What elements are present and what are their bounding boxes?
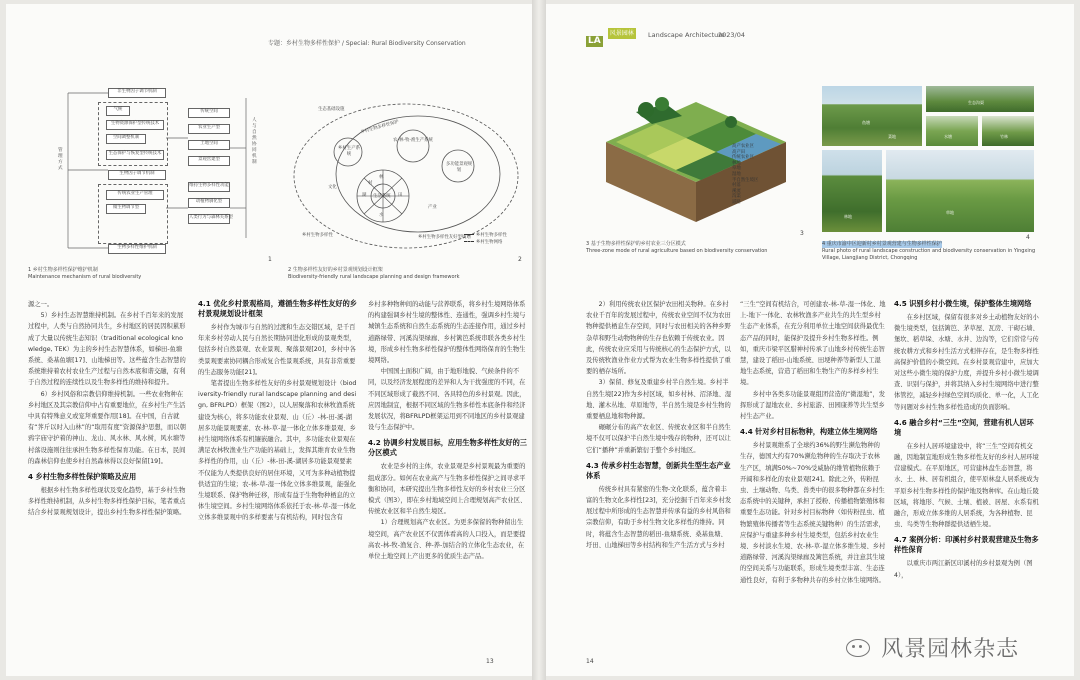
legend-item: 溪流 [732, 188, 741, 194]
journal-logo [586, 28, 636, 47]
diagram-label: 乡村生物多样性 [302, 233, 333, 238]
diagram-node: 空间调整机制 [106, 134, 146, 144]
figure-3-landscape-blocks [586, 82, 808, 242]
left-page [6, 4, 532, 676]
figure-2-caption-en: Biodiversity-friendly rural landscape planning and design framework [288, 274, 460, 280]
diagram-node: 生态保护与恢复型传统技术 [106, 150, 164, 160]
paragraph: “三生”空间有机结合，可创建农-林-草-湿一体化、地上-地下一体化、农林牧渔多产业共生的共生型乡村生态产业体系，在充分利用单位土地空间获得最优生态产品的同时，能保护及提升乡村生物多样性。例如，重庆市梁平区腊神村传承了山地乡村传统生态智慧，建设了稻田-山地系统、田埂种养等新型人工湿地生态系统，营造了稻田和生物生产的多样乡村生境。 [740, 301, 886, 387]
section-heading: 4.2 协调乡村发展目标，应用生物多样性友好的三分区模式 [368, 438, 527, 458]
paragraph: 1）合理规划高产农业区。为更多保留的物种留出生境空间，高产农业区不仅需体看高的人口投入，而是要提高农-林-牧-渔复合、种-养-加结合的立体化生态农业，在单位土地空间上产出更多的优质生态产品。 [368, 519, 526, 561]
figure-4-caption-cn: 4 重庆市渝中区迎新村乡村景观营建与生物多样性保护 [822, 241, 942, 247]
paragraph: 传统乡村具有紧密的生物-文化联系，蕴含着丰富的生物文化多样性[23]，充分挖掘千百年来乡村发展过程中所形成的生态智慧并传承有益的乡村风俗和宗教信仰，有助于乡村生物文化多样性的维持。同时，将蕴含生态智慧的稻田-鱼塘系统、桑基鱼塘、圩田、山地梯田等乡村结构和生产生活方式与乡村 [586, 485, 732, 549]
diagram-arc-label: 乡村生物多样性保护 [360, 119, 400, 136]
paragraph: 乡村中各类多功能景观组团营造的“微湿地”，发挥形成了湿地农业、乡村旅游、田园康养等共生型乡村生态产业。 [740, 390, 886, 421]
section-heading: 4.3 传承乡村生态智慧，创新共生型生态产业体系 [586, 460, 731, 480]
figure-3-caption-cn: 3 基于生物多样性保护的乡村农业三分区模式 [586, 241, 686, 247]
figure-3-legend [732, 144, 758, 206]
photo-pond: 水塘 [926, 116, 978, 146]
diagram-label: 水 [379, 213, 384, 218]
book-spine [532, 0, 546, 680]
diagram-node: 气候 [106, 106, 130, 116]
diagram-label: 林 [379, 175, 384, 180]
header-issue: 2023/04 [718, 31, 746, 39]
legend-item: 传统农业区 [732, 155, 754, 161]
diagram-label: 村 [368, 181, 373, 186]
legend-item: 高产田 [732, 149, 746, 155]
right-column-1 [586, 299, 732, 649]
diagram-label: 生活系统 [373, 194, 391, 199]
diagram-node: 微生物调节型 [106, 204, 146, 214]
photo-bamboo: 竹林 [982, 116, 1034, 146]
page-number: 14 [586, 658, 594, 665]
paragraph: 在乡村人居环境建设中，将“三生”空间有机交融，因地制宜地形成生物多样性友好的乡村人居环境营建模式。在平原地区，可营建林盘生态智慧，将水、土、林、居有机组合，使平原林盘人居系统成为平原乡村生物多样性的保护地及物种库。在山地丘陵区域，将地形、气候、土壤、植被、居屋、水系有机融合，形成立体多维的人居系统，为各种植物、昆虫、鸟类等生物种群提供适栖生境。 [894, 442, 1039, 529]
section-heading: 4.5 识别乡村小微生境，保护整体生境网络 [894, 299, 1032, 308]
paragraph: 3）保留、修复及重建乡村半自然生境。乡村半自然生境[22]作为乡村区域，如乡村林、沼泽地、湿地、灌木丛地、草原地等，半自然生境是乡村生物的重要栖息地和物种源。 [586, 379, 732, 421]
diagram-side-label: 人与自然协同机制 [252, 118, 257, 165]
logo-text: 风景园林 [609, 30, 634, 37]
figure-4-caption [822, 241, 1036, 262]
diagram-label: 农-林-牧-渔生产系统 [393, 138, 433, 143]
diagram-node: 生物多样性维护机制 [108, 244, 166, 254]
diagram-node: 人类行为与森林关系型 [188, 214, 230, 224]
paragraph: 笔者提出生物多样性友好的乡村景观规划设计（biodiversity-friendly rural landscape planning and design, BFRLPD）框架（图2），以人居聚落和农林牧渔系统建设为核心，将多功能农业景观、山（丘）-林-田-溪-湖居多功能景观要素、农-林-草-湿一体化立体多维景观、乡村生境网络体系有机镶嵌融合。其中，多功能农业景观在满足农林牧渔业生产功能的基础上，发挥其维育农业生物多样性的作用，山（丘）-林-田-溪-湖居多功能景观要素不仅能为人类提供良好的居住环境，又可为多种动植物提供适宜的生境；农-林-草-湿一体化立体多维景观，能强化生境联系、保护物种迁移，形成有益于生物物种栖息的立体生境空间。乡村生境网络体系依托于农-林-草-湿一体化立体多维景观中的多样要素与有机结构，同时包含有 [198, 380, 357, 522]
figure-1-number: 1 [268, 256, 272, 263]
figure-3-caption [586, 241, 767, 255]
legend-item: 半自然生境区 [732, 177, 759, 183]
figure-3-illustration [586, 82, 808, 242]
watermark [846, 632, 1019, 663]
figure-4-photos [822, 86, 1034, 232]
legend-item: 草地 [732, 166, 741, 172]
figure-1-diagram [58, 78, 272, 256]
figure-1-caption-cn: 1 乡村生物多样性保护维护机制 [28, 267, 98, 273]
legend-item: 乡村生物多样性 [464, 232, 507, 239]
diagram-label: 湖 [362, 193, 367, 198]
legend-item: 林地 [732, 160, 741, 166]
diagram-node: 传统农业生产管理 [106, 190, 164, 200]
photo-meadow: 草地 [886, 150, 1034, 232]
header-journal-en: Landscape Architecture [648, 31, 725, 39]
diagram-label: 多功能景观规划 [445, 162, 473, 173]
diagram-left-label: 管理方式 [58, 148, 63, 171]
running-header: 专题：乡村生物多样性保护 / Special: Rural Biodiversity Conservation [268, 40, 466, 47]
page-number: 13 [486, 658, 494, 665]
paragraph: 乡村景观维系了全球约36%的野生濒危物种的生存，德国大约有70%濒危物种的生存取决于农林生产区，填满50%~70%受威胁的维管植物依赖于开阔和多样化的农业景观[24]。除此之外，传粉昆虫、土壤动物、鸟类、兽类中的很多物种都在乡村生态系统中的关键种，承担了授粉、传播植物繁殖体和重要生态功能。针对乡村目标物种（如传粉昆虫、植物繁殖体传播者等生态系统关键物种）的生活需求，应保护与重建多种乡村生境类型，包括乡村农业生境、乡村淡水生境、农-林-草-湿立体多维生境、乡村道路绿带、河溪沟渠绿廊及篱笆系统，并注意其生境的空间关系与功能联系，形成生境类型丰富、生态连通性良好，有利于多物种共存的乡村立体生境网络。 [740, 442, 886, 584]
figure-2-number: 2 [518, 256, 522, 263]
paragraph: 碾碾分布的高产农业区、传统农业区和半自然生境不仅可以保护半自然生境中残存的物种，还可以让它们“播种”并重新繁衍于整个乡村地区。 [586, 424, 731, 454]
paragraph: 在乡村区域，保留有很多对乡土动植物友好的小微生境类型，包括篱笆、茅草屋、瓦房、干砌石墙、堡坎、稻草垛、水塘、水井、边沟等，它们常常与传统农耕方式和乡村生活方式相伴存在，是生物多样性高保护价值的小微空间。在乡村景观营建中，应加大对这些小微生境的保护力度，并提升乡村小微生境调查、识别与保护，并将其纳入乡村生境网络中进行整体管控，减轻乡村绿色空间均质化、单一化，人工化等问题对乡村生物多样性造成的负面影响。 [894, 314, 1039, 411]
legend-item: 沟渠 [732, 194, 741, 200]
diagram-node: 生物因子调节机制 [108, 170, 166, 180]
section-heading: 4.1 优化乡村景观格局，遵循生物多样性友好的乡村景观规划设计框架 [198, 299, 357, 318]
diagram-node: 景观营建型 [188, 156, 230, 166]
diagram-node: 传统空间 [188, 108, 230, 118]
legend-item: 村落 [732, 183, 741, 189]
paragraph: 以重庆市两江新区印溪村的乡村景观为例（图4）， [894, 560, 1033, 579]
legend-item: 湿地 [732, 171, 741, 177]
legend-item: 乡村生物网络 [464, 239, 507, 246]
section-heading: 4.7 案例分析：印溪村乡村景观营建及生物多样性保育 [894, 535, 1039, 555]
figure-1-caption [28, 267, 141, 281]
paragraph: 农业是乡村的主体，农业景观是乡村景观最为重要的组成部分。如何在农业高产与生物多样性保护之间寻求平衡和协同，本研究提出生物多样性友好的乡村农业三分区模式（图3），即在乡村地域空间上合理规划高产农业区、传统农业区和半自然生境区。 [368, 463, 527, 516]
section-heading: 4 乡村生物多样性保护策略及应用 [28, 472, 137, 482]
wechat-icon [846, 639, 870, 657]
diagram-label: 生态基础设施 [318, 107, 345, 112]
photo-wetland: 生态沟渠 [926, 86, 1034, 112]
figure-2-caption [288, 267, 459, 281]
section-heading: 4.6 融合乡村“三生”空间，营建有机人居环境 [894, 417, 1034, 437]
paragraph: 中国国土面积广阔，由于地形地貌、气候条件的不同，以及经济发展程度的差异和人为干扰强度的不同，在不同区域形成了截然不同、各具特色的乡村景观。因此，应因地制宜，根据不同区域的生物多样性本底条件和经济发展状况，将BFRLPD框架运用到不同地区的乡村景观建设与生态保护中。 [368, 368, 526, 432]
left-column-1 [28, 299, 188, 649]
paragraph: 6）乡村风俗和宗教信仰维持机制。一些农业物种在乡村地区及其宗教信仰中占有重要地位，在乡村生产生活中具有特殊意义或宠拜重要作用[18]。在中国，自古就有“荠斤以时入山林”的“取用有度”资源保护思想，而以朝鸦字庙守护着的神山、龙山、风水林、风水树，风水塘等村落设施则往往承担生物多样性保育功能。在日本，民间的森林信仰也使乡村自然森林得以良好保留[19]。 [28, 390, 186, 465]
paragraph: 根据乡村生物多样性现状及变化趋势，基于乡村生物多样性维持机制，从乡村生物多样性保护目标，笔者重点结合乡村景观规划设计，提出乡村生物多样性保护策略。 [28, 487, 186, 517]
diagram-node: 生物资源保护型传统技术 [106, 120, 164, 130]
diagram-node: 土地空间 [188, 140, 230, 150]
diagram-label: 产业 [428, 205, 437, 210]
paragraph: 源之一。 [28, 301, 54, 308]
paragraph: 乡村作为城市与自然的过渡和生态交错区域，是千百年来乡村劳动人民与自然长期协同进化形成的景观类型，包括乡村自然景观、农业景观、聚落景观[20]，乡村中各类景观要素协同耦合形成复合性景观系统，具有非常重要的生态服务功能[21]。 [198, 324, 356, 376]
diagram-label: 乡村生产系统 [338, 146, 360, 157]
diagram-label: 田 [398, 193, 403, 198]
left-column-2 [198, 299, 358, 649]
paragraph: 5）乡村生态智慧维持机制。在乡村千百年来的发展过程中，人类与自然协同共生，乡村地区的居民因积累形成了大量以传统生态知识（traditional ecological knowledge, TEK）为主的乡村生态智慧体系，如梯田-鱼塘系统、桑基鱼塘[17]、山地梯田等。这些蕴含生态智慧的系统维持着农村农业生产过程与自然本底和谐交融，有利于自然过程的连续性以及生物多样性的维持和提升。 [28, 312, 186, 387]
photo-village-fields: 鱼塘 菜地 [822, 86, 922, 146]
diagram-label: 文化 [328, 185, 337, 190]
right-column-3 [894, 299, 1040, 649]
diagram-node: 维持生物多样性功能 [188, 182, 230, 192]
legend-item: 道路 [732, 199, 741, 205]
left-column-3 [368, 299, 528, 649]
figure-2-diagram [288, 84, 528, 254]
diagram-node: 非生物因子调节机制 [108, 88, 166, 98]
section-heading: 4.4 针对乡村目标物种，构建立体生境网络 [740, 427, 878, 437]
figure-2-caption-cn: 2 生物多样性友好的乡村景观规划设计框架 [288, 267, 383, 273]
diagram-node: 动植物驯化型 [188, 198, 230, 208]
diagram-legend [464, 232, 507, 246]
paragraph: 2）利用传统农业区保护农田相关物种。在乡村农业千百年的发展过程中，传统农业空间不仅为农田物种提供栖息生存空间，同时与农田相关的各种乡野杂草和野生动物物种的生存也依赖于传统农业。因此，传统农业应采用与传统核心的生态保护方式，以及传统牧渔业作业方式帮为农业生物多样性提供了重要的栖存场所。 [586, 301, 731, 376]
figure-3-caption-en: Three-zone mode of rural agriculture based on biodiversity conservation [586, 248, 768, 254]
diagram-node: 农业生产型 [188, 124, 230, 134]
paragraph: 乡村多种物种间的动能与营养联系，将乡村生境网络体系的构建强调乡村生境的整体性、连通性，强调乡村生境与城镇生态系统和自然生态系统的生态连接作用，通过乡村道路绿带、河溪沟渠绿廊、乡村篱笆系统串联各类乡村生境，形成乡村生物多样性保护的整体性网络保育的生物生境网络。 [368, 301, 526, 365]
watermark-text: 风景园林杂志 [881, 637, 1020, 662]
right-column-2 [740, 299, 886, 649]
figure-4-number: 4 [1026, 234, 1030, 241]
figure-3-number: 3 [800, 230, 804, 237]
diagram-label: 乡村生物多样性友好型规划 [418, 235, 471, 240]
logo-mark: LA [588, 36, 601, 46]
figure-1-caption-en: Maintenance mechanism of rural biodiversity [28, 274, 142, 280]
right-page [546, 4, 1074, 676]
legend-item: 高产农业区 [732, 144, 754, 149]
photo-woodland: 林地 [822, 150, 882, 232]
figure-4-caption-en: Rural photo of rural landscape construction and biodiversity conservation in Yingxing Village, Liangjiang District, Chongqing [822, 248, 1036, 261]
